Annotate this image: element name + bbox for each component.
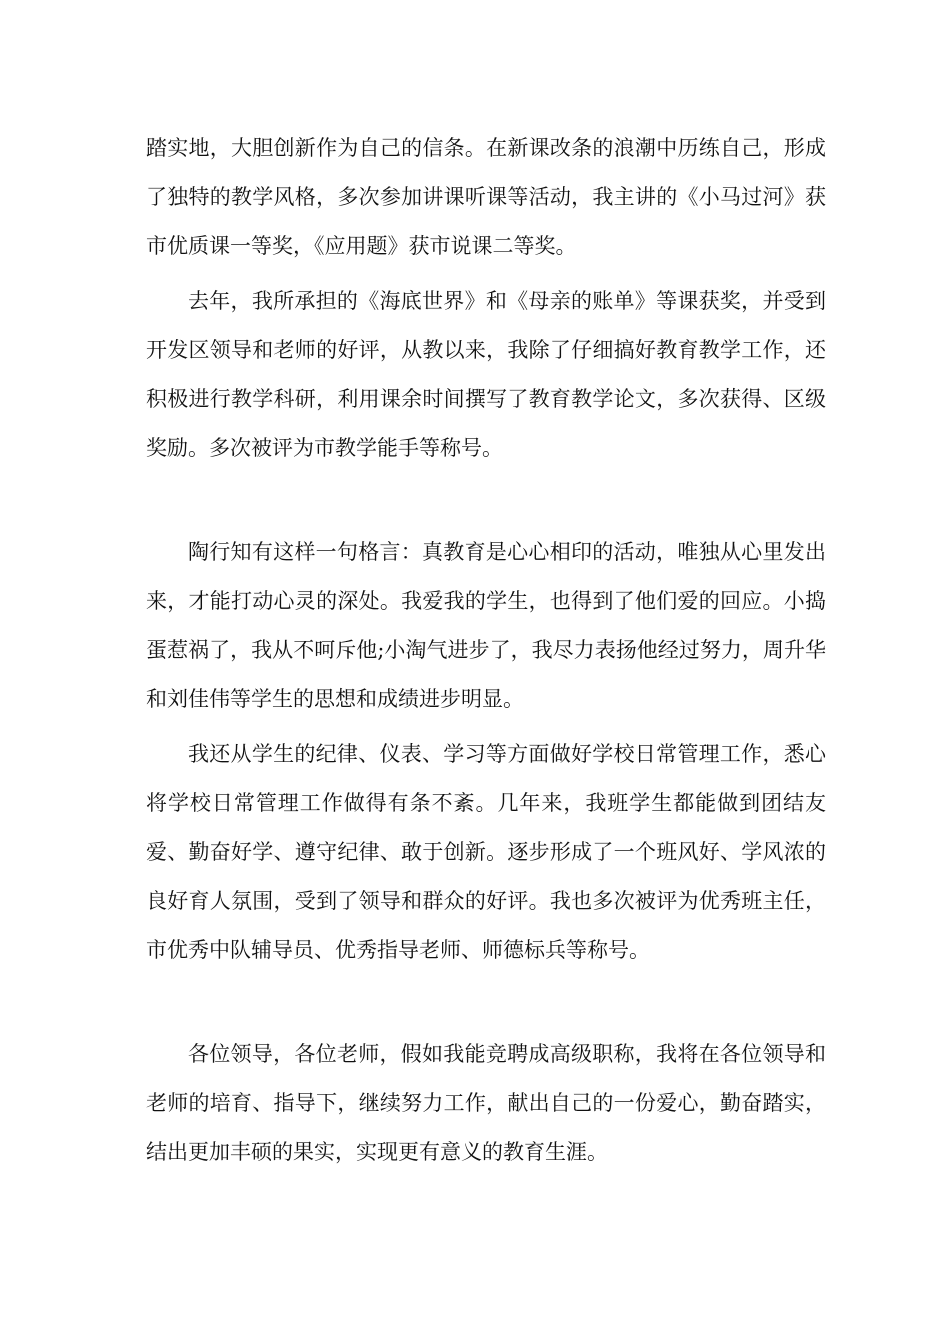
paragraph-1: 踏实地，大胆创新作为自己的信条。在新课改条的浪潮中历练自己，形成了独特的教学风格，多次参加讲课听课等活动，我主讲的《小马过河》获市优质课一等奖，《应用题》获市说课二等奖。 (146, 136, 826, 258)
paragraph-2: 去年，我所承担的《海底世界》和《母亲的账单》等课获奖，并受到开发区领导和老师的好评，从教以来，我除了仔细搞好教育教学工作，还积极进行教学科研，利用课余时间撰写了教育教学论文，多次获得、区级奖励。多次被评为市教学能手等称号。 (146, 289, 826, 460)
paragraph-5: 各位领导，各位老师，假如我能竞聘成高级职称，我将在各位领导和老师的培育、指导下，继续努力工作，献出自己的一份爱心，勤奋踏实，结出更加丰硕的果实，实现更有意义的教育生涯。 (146, 1042, 826, 1164)
paragraph-3: 陶行知有这样一句格言：真教育是心心相印的活动，唯独从心里发出来，才能打动心灵的深处。我爱我的学生，也得到了他们爱的回应。小捣蛋惹祸了，我从不呵斥他;小淘气进步了，我尽力表扬他经过努力，周升华和刘佳伟等学生的思想和成绩进步明显。 (146, 540, 826, 711)
paragraph-4: 我还从学生的纪律、仪表、学习等方面做好学校日常管理工作，悉心将学校日常管理工作做得有条不紊。几年来，我班学生都能做到团结友爱、勤奋好学、遵守纪律、敢于创新。逐步形成了一个班风好、学风浓的良好育人氛围，受到了领导和群众的好评。我也多次被评为优秀班主任，市优秀中队辅导员、优秀指导老师、师德标兵等称号。 (146, 742, 826, 962)
